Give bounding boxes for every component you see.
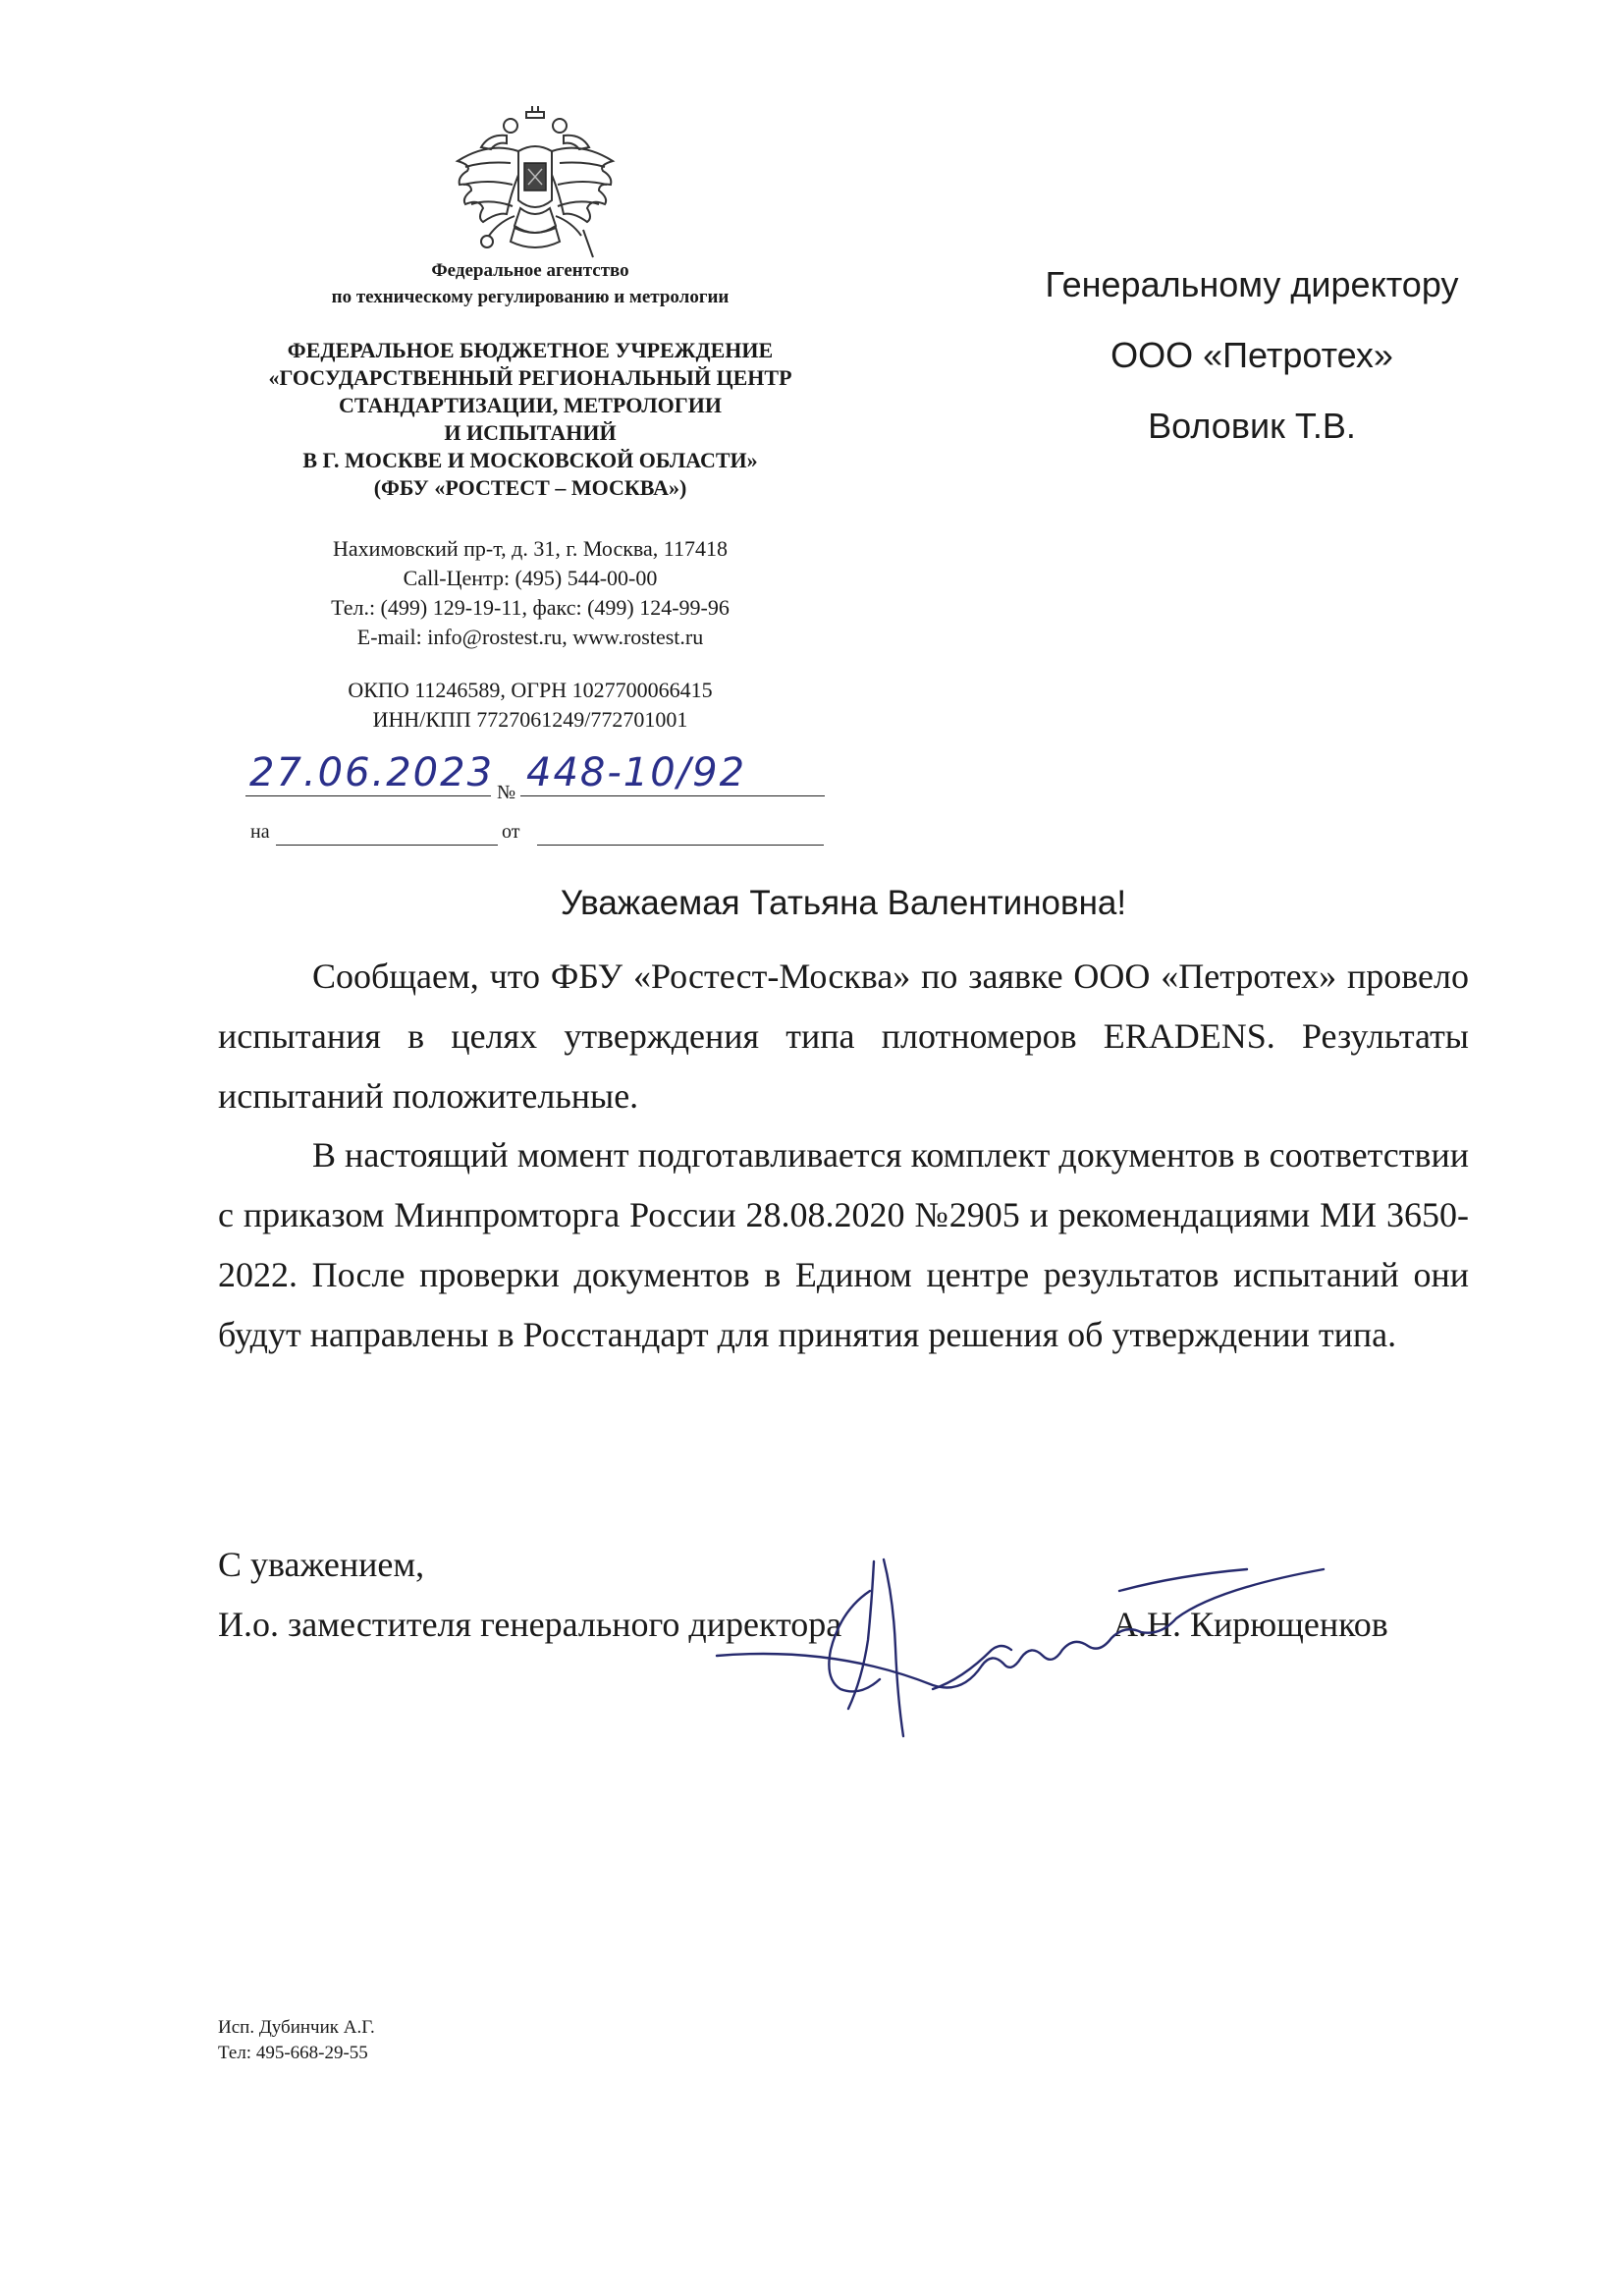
signatory-position: И.о. заместителя генерального директора — [218, 1605, 842, 1644]
body-paragraph-2 — [218, 1125, 1469, 1365]
addressee-name: Воловик Т.В. — [1148, 406, 1356, 446]
on-label: на — [250, 821, 270, 843]
addressee-company: ООО «Петротех» — [1110, 335, 1393, 375]
paragraph-text: В настоящий момент подготавливается комплект документов в соответствии с приказом Минпромторга России 28.08.2020 №2905 и рекомендациями МИ 3650-2022. После проверки документов в Едином центре результатов испытаний они будут направлены в Росстандарт для принятия решения об утверждении типа. — [218, 1135, 1469, 1354]
institution-line: СТАНДАРТИЗАЦИИ, МЕТРОЛОГИИ — [339, 393, 722, 417]
executor-name: Исп. Дубинчик А.Г. — [218, 2017, 375, 2038]
executor-phone: Тел: 495-668-29-55 — [218, 2043, 368, 2063]
agency-line: по техническому регулированию и метрологии — [331, 287, 730, 307]
from-label: от — [502, 821, 520, 843]
addressee-position: Генеральному директору — [1045, 264, 1459, 304]
from-underline — [537, 845, 824, 846]
number-underline — [520, 795, 825, 796]
outgoing-date: 27.06.2023 — [249, 750, 495, 795]
agency-name — [236, 257, 825, 310]
outgoing-registration — [245, 744, 825, 803]
inn-kpp-line: ИНН/КПП 7727061249/772701001 — [372, 707, 688, 732]
handwritten-signature — [707, 1532, 1345, 1797]
institution-line: ФЕДЕРАЛЬНОЕ БЮДЖЕТНОЕ УЧРЕЖДЕНИЕ — [287, 338, 774, 362]
phone-fax-line: Тел.: (499) 129-19-11, факс: (499) 124-99-96 — [331, 595, 730, 620]
institution-line: В Г. МОСКВЕ И МОСКОВСКОЙ ОБЛАСТИ» — [302, 448, 758, 472]
paragraph-text: Сообщаем, что ФБУ «Ростест-Москва» по заявке ООО «Петротех» провело испытания в целях утверждения типа плотномеров ERADENS. Результаты испытаний положительные. — [218, 957, 1469, 1116]
call-center-line: Call-Центр: (495) 544-00-00 — [403, 566, 658, 590]
signatory-name: А.Н. Кирющенков — [1112, 1605, 1388, 1644]
institution-line: (ФБУ «РОСТЕСТ – МОСКВА») — [373, 475, 687, 500]
address-line: Нахимовский пр-т, д. 31, г. Москва, 117418 — [333, 536, 728, 561]
registration-codes — [236, 676, 825, 735]
okpo-ogrn-line: ОКПО 11246589, ОГРН 1027700066415 — [348, 678, 713, 702]
outgoing-number: 448-10/92 — [526, 750, 747, 795]
salutation: Уважаемая Татьяна Валентиновна! — [560, 884, 1127, 922]
body-paragraph-1 — [218, 947, 1469, 1126]
number-sign: № — [497, 782, 516, 803]
executor-info — [218, 2015, 375, 2066]
institution-line: И ИСПЫТАНИЙ — [444, 420, 617, 445]
reference-line — [250, 821, 839, 856]
regards-text: С уважением, — [218, 1545, 425, 1584]
institution-line: «ГОСУДАРСТВЕННЫЙ РЕГИОНАЛЬНЫЙ ЦЕНТР — [268, 365, 792, 390]
agency-line: Федеральное агентство — [431, 260, 629, 281]
on-underline — [276, 845, 498, 846]
email-web-line: E-mail: info@rostest.ru, www.rostest.ru — [356, 625, 704, 649]
double-headed-eagle-emblem — [450, 106, 621, 263]
date-underline — [245, 795, 491, 796]
contact-info — [236, 534, 825, 652]
institution-name — [236, 337, 825, 502]
addressee-block — [1021, 249, 1483, 462]
